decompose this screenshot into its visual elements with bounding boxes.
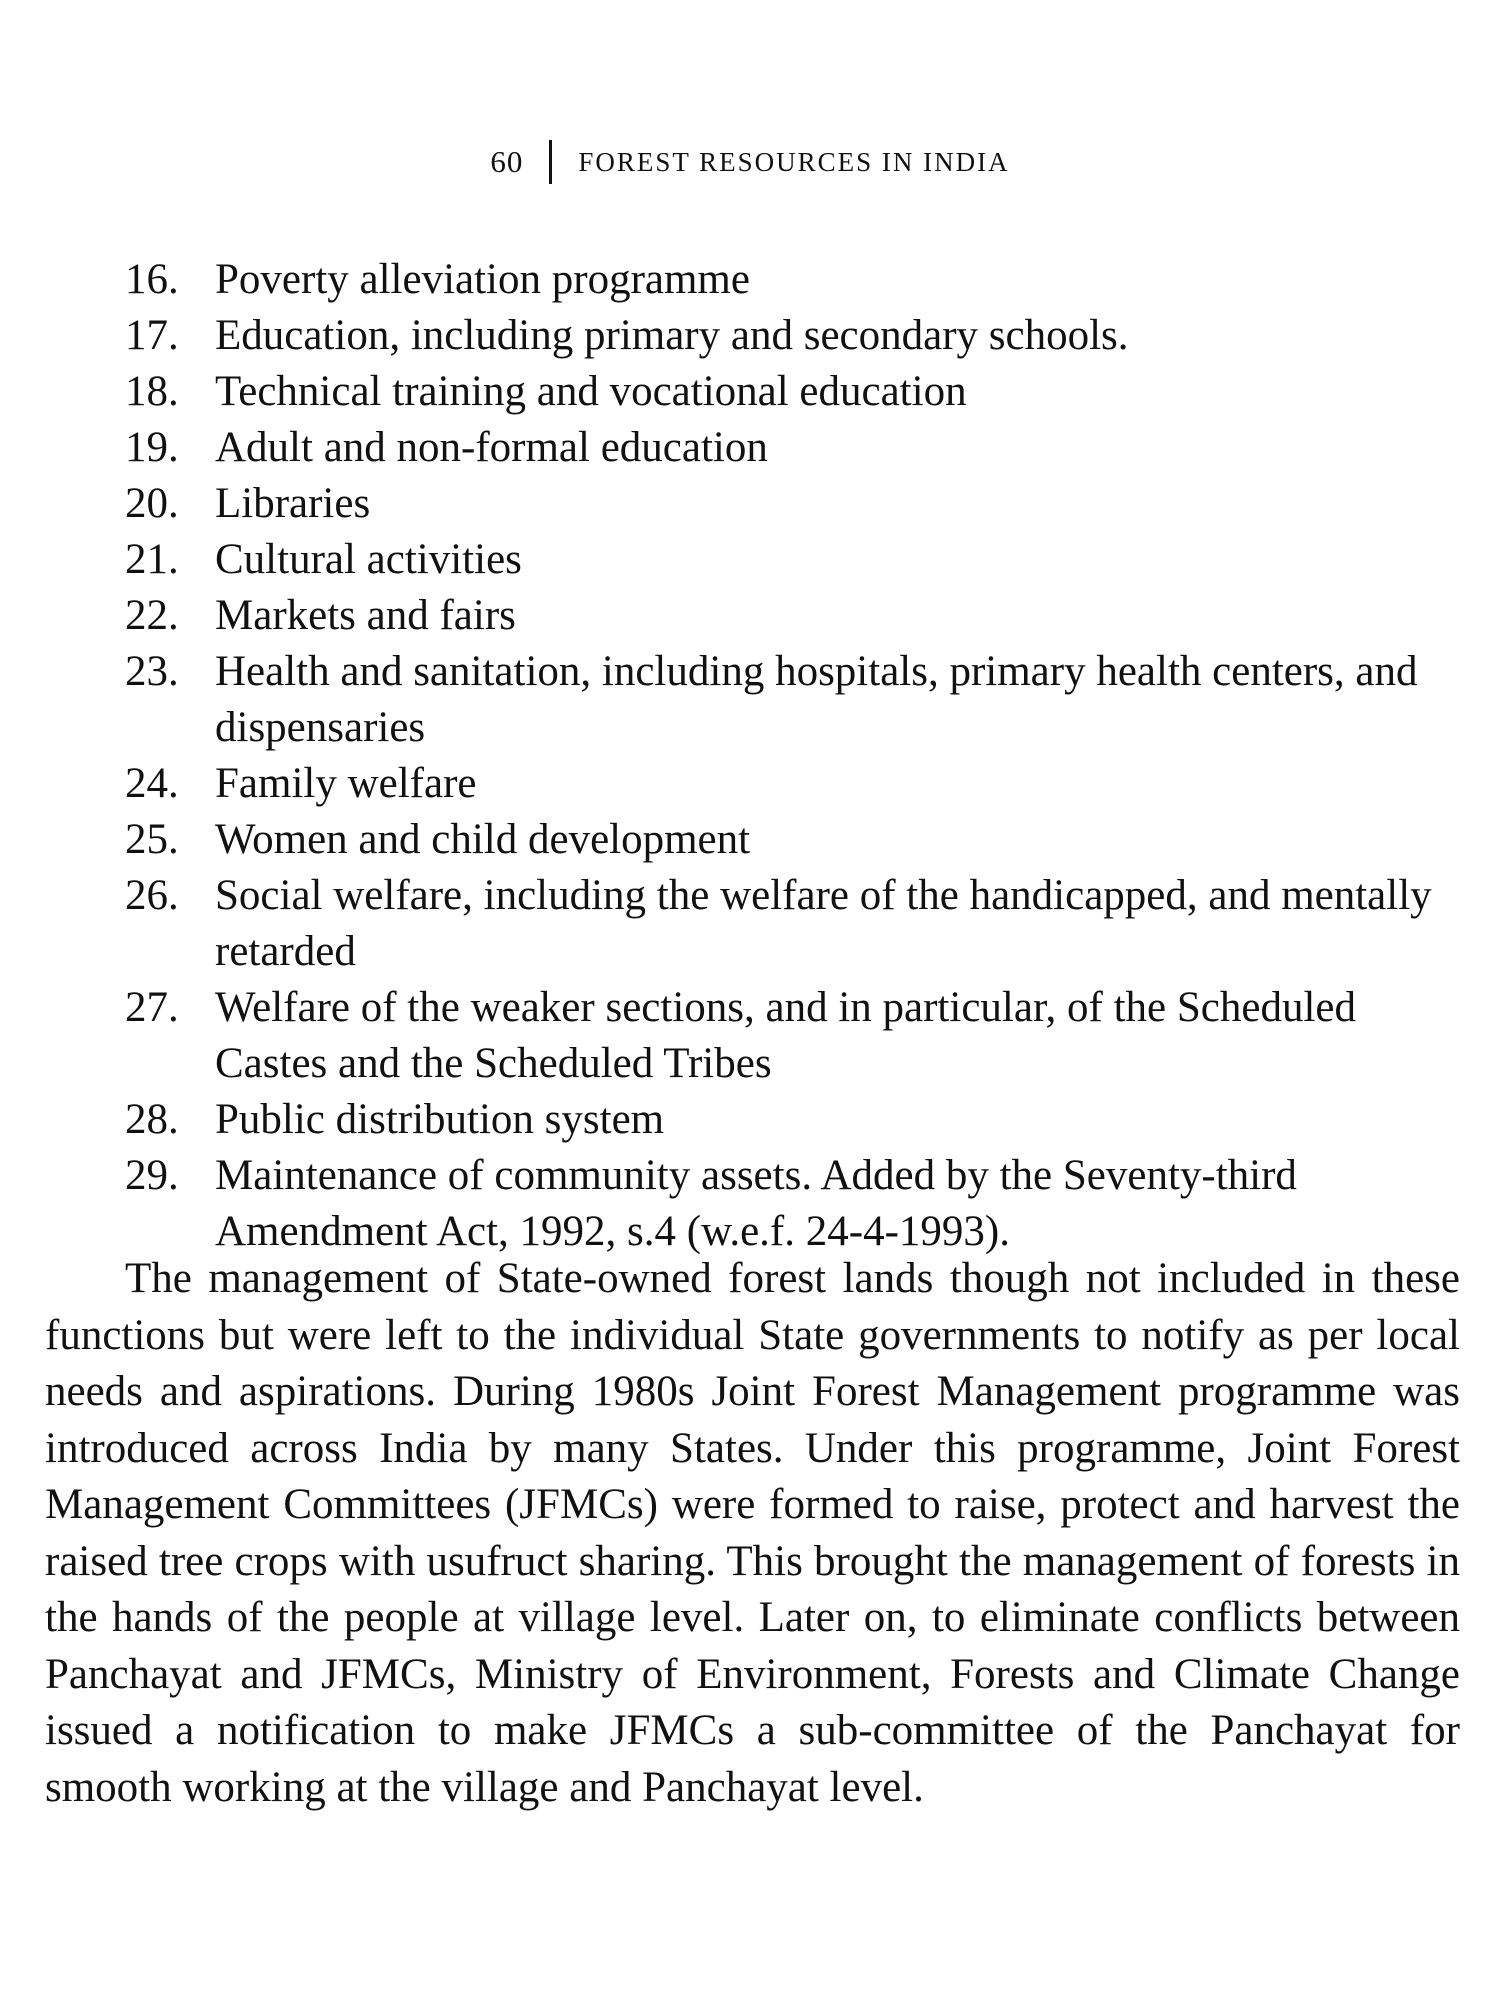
list-item <box>0 364 1500 420</box>
list-item <box>0 1092 1500 1148</box>
page-number: 60 <box>490 144 524 179</box>
list-item-text: Markets and fairs <box>215 592 516 639</box>
list-item-number: 18. <box>125 368 179 415</box>
list-item <box>0 588 1500 644</box>
list-item-number: 24. <box>125 760 179 807</box>
list-item-text: Technical training and vocational education <box>215 368 967 415</box>
list-item-text: Adult and non-formal education <box>215 424 768 471</box>
list-item-number: 23. <box>125 648 179 695</box>
functions-list <box>0 252 1500 1260</box>
list-item <box>0 980 1500 1092</box>
list-item <box>0 252 1500 308</box>
running-title: FOREST RESOURCES IN INDIA <box>578 146 1010 177</box>
list-item-number: 16. <box>125 256 179 303</box>
list-item-text: Maintenance of community assets. Added by the Seventy-third Amendment Act, 1992, s.4 (w.e.f. 24-4-1993). <box>215 1152 1297 1255</box>
list-item-number: 22. <box>125 592 179 639</box>
list-item <box>0 476 1500 532</box>
body-paragraph: The management of State-owned forest lands though not included in these functions but were left to the individual State governments to notify as per local needs and aspirations. During 1980s Joint Forest Management programme was introduced across India by many States. Under this programme, Joint Forest Management Committees (JFMCs) were formed to raise, protect and harvest the raised tree crops with usufruct sharing. This brought the management of forests in the hands of the people at village level. Later on, to eliminate conflicts between Panchayat and JFMCs, Ministry of Environment, Forests and Climate Change issued a notification to make JFMCs a sub-committee of the Panchayat for smooth working at the village and Panchayat level. <box>45 1255 1460 1811</box>
list-item-number: 26. <box>125 872 179 919</box>
list-item-text: Education, including primary and secondary schools. <box>215 312 1129 359</box>
list-item <box>0 756 1500 812</box>
list-item-number: 20. <box>125 480 179 527</box>
list-item-text: Libraries <box>215 480 371 527</box>
list-item-number: 29. <box>125 1152 179 1199</box>
running-head <box>0 140 1500 184</box>
list-item-text: Public distribution system <box>215 1096 665 1143</box>
list-item <box>0 420 1500 476</box>
list-item-text: Family welfare <box>215 760 477 807</box>
list-item-number: 25. <box>125 816 179 863</box>
list-item-text: Social welfare, including the welfare of the handicapped, and mentally retarded <box>215 872 1432 975</box>
list-item-text: Women and child development <box>215 816 751 863</box>
list-item-number: 21. <box>125 536 179 583</box>
list-item-text: Health and sanitation, including hospitals, primary health centers, and dispensaries <box>215 648 1418 751</box>
list-item <box>0 308 1500 364</box>
header-divider <box>549 140 552 184</box>
list-item <box>0 532 1500 588</box>
list-item-number: 19. <box>125 424 179 471</box>
list-item-text: Welfare of the weaker sections, and in particular, of the Scheduled Castes and the Scheduled Tribes <box>215 984 1357 1087</box>
list-item-text: Cultural activities <box>215 536 522 583</box>
list-item <box>0 644 1500 756</box>
list-item-number: 27. <box>125 984 179 1031</box>
list-item <box>0 812 1500 868</box>
list-item-number: 17. <box>125 312 179 359</box>
list-item-number: 28. <box>125 1096 179 1143</box>
list-item <box>0 868 1500 980</box>
list-item <box>0 1148 1500 1260</box>
list-item-text: Poverty alleviation programme <box>215 256 750 303</box>
